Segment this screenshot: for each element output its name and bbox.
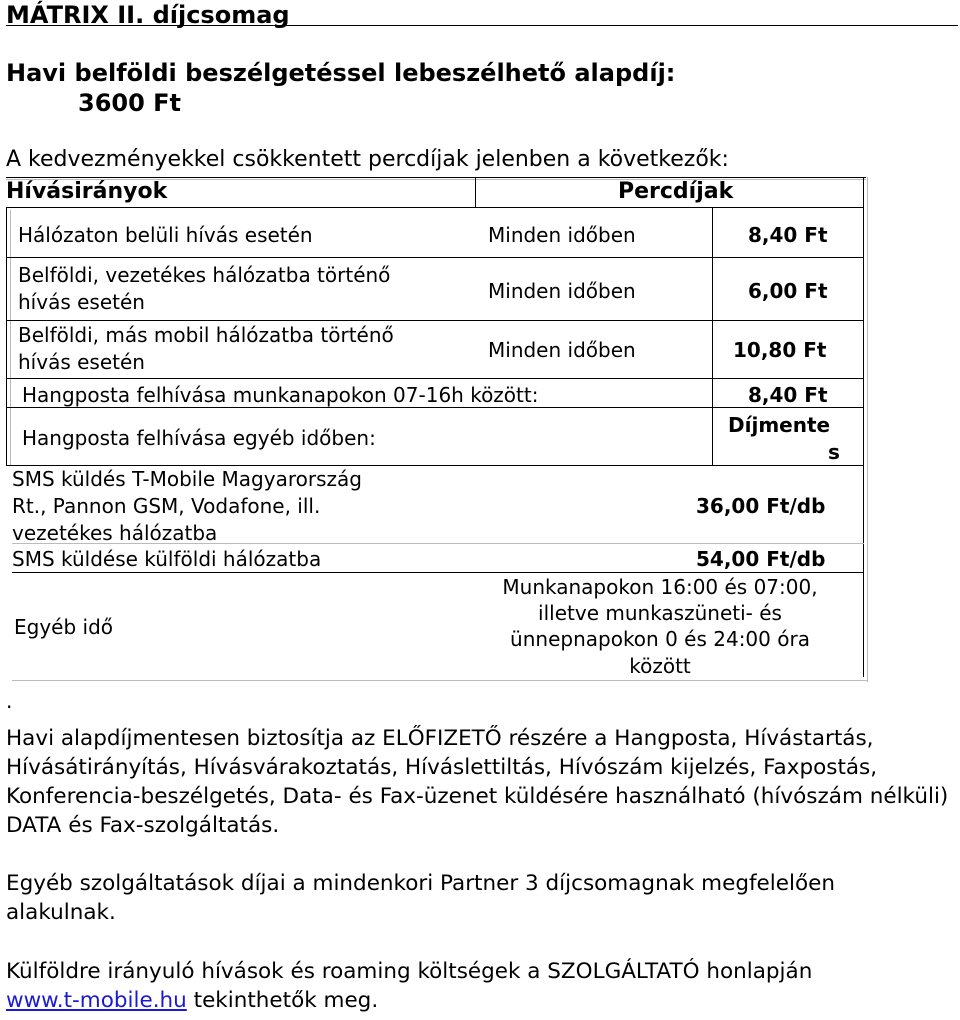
row2-bottom-line [6, 320, 864, 321]
paragraph-other-fees: Egyéb szolgáltatások díjai a mindenkori Partner 3 díjcsomagnak megfelelően alakulnak. [6, 871, 835, 925]
row2-label-line1: Belföldi, vezetékes hálózatba történő [18, 263, 391, 287]
header-directions: Hívásirányok [6, 179, 168, 204]
table-border-bottom [12, 680, 868, 681]
table-border-left [6, 207, 7, 465]
row3-price: 10,80 Ft [733, 338, 827, 362]
table-border-right-shadow [867, 177, 868, 682]
roaming-text: Külföldre irányuló hívások és roaming költségek a SZOLGÁLTATÓ honlapján [6, 959, 813, 984]
row1-label: Hálózaton belüli hívás esetén [18, 223, 313, 247]
row7-bottom-line [12, 572, 864, 573]
row3-bottom-line [6, 378, 864, 379]
row7-label: SMS küldése külföldi hálózatba [12, 547, 322, 571]
header-prices: Percdíjak [618, 179, 734, 204]
table-border-right [863, 177, 864, 677]
row7-price: 54,00 Ft/db [696, 547, 826, 571]
row8-desc-line2: illetve munkaszüneti- és [538, 601, 782, 625]
row4-label: Hangposta felhívása munkanapokon 07-16h között: [22, 383, 539, 407]
row5-price-line1: Díjmente [728, 413, 831, 437]
fee-label: Havi belföldi beszélgetéssel lebeszélhető alapdíj: [6, 59, 676, 87]
row5-price-line2: s [828, 440, 840, 464]
row8-desc-line4: között [629, 654, 691, 678]
row3-label-line1: Belföldi, más mobil hálózatba történő [18, 323, 394, 347]
row4-bottom-line [6, 407, 864, 408]
intro-text: A kedvezményekkel csökkentett percdíjak jelenben a következők: [6, 147, 729, 172]
row6-bottom-line [12, 543, 864, 544]
row8-label: Egyéb idő [14, 615, 114, 639]
table-border-left-inner [10, 210, 11, 465]
row6-price: 36,00 Ft/db [696, 494, 826, 518]
header-divider [475, 177, 476, 207]
row8-desc-line1: Munkanapokon 16:00 és 07:00, [502, 575, 818, 599]
row2-price: 6,00 Ft [748, 279, 828, 303]
row3-label-line2: hívás esetén [18, 350, 145, 374]
row2-time: Minden időben [488, 279, 636, 303]
row2-label-line2: hívás esetén [18, 290, 145, 314]
row1-bottom-line [6, 257, 864, 258]
row1-time: Minden időben [488, 223, 636, 247]
row1-price: 8,40 Ft [748, 223, 828, 247]
row6-label-line3: vezetékes hálózatba [12, 521, 218, 545]
page-title: MÁTRIX II. díjcsomag [6, 1, 290, 29]
row6-label-line1: SMS küldés T-Mobile Magyarország [12, 467, 362, 491]
price-column-divider [712, 207, 713, 465]
row4-price: 8,40 Ft [748, 383, 828, 407]
row5-label: Hangposta felhívása egyéb időben: [22, 426, 376, 450]
header-bottom-line [6, 207, 864, 208]
row6-label-line2: Rt., Pannon GSM, Vodafone, ill. [12, 494, 321, 518]
roaming-text-end: tekinthetők meg. [186, 988, 379, 1013]
title-underline [6, 25, 958, 26]
row8-desc-line3: ünnepnapokon 0 és 24:00 óra [510, 627, 810, 651]
stray-dot: . [6, 689, 13, 713]
row3-time: Minden időben [488, 338, 636, 362]
fee-value: 3600 Ft [78, 89, 182, 117]
paragraph-roaming [6, 957, 951, 1015]
paragraph-free-services: Havi alapdíjmentesen biztosítja az ELŐFIZETŐ részére a Hangposta, Hívástartás, Hívásátirányítás, Hívásvárakoztatás, Híváslettiltás, Hívószám kijelzés, Faxpostás, Konferencia-beszélgetés, Data- és Fax-üzenet küldésére használható (hívószám nélküli) DATA és Fax-szolgáltatás. [6, 726, 949, 838]
website-link[interactable]: www.t-mobile.hu [6, 988, 187, 1013]
